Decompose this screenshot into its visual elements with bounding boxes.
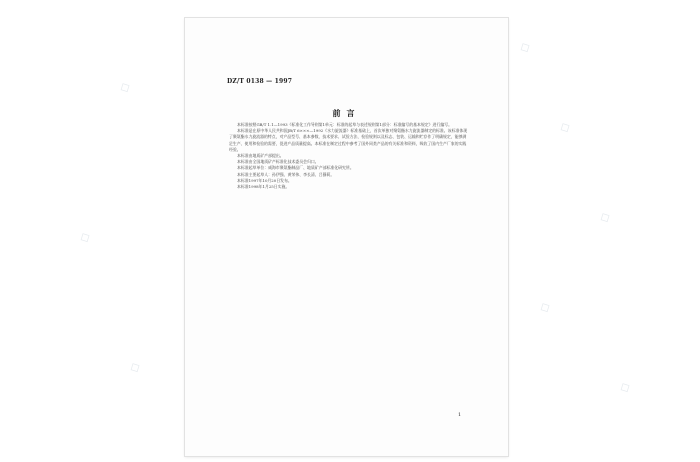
watermark-icon: ◇ [127, 358, 143, 377]
paragraph: 本标准按照GB/T 1.1—1993《标准化工作导则第1单元：标准的起草与表述规则第1部分：标准编写的基本规定》进行编写。 [237, 122, 453, 127]
paragraph: 本标准是在原中华人民共和国JB/T 6×××—1992《水力旋流器》标准基础上，首次单独对聚氨酯水力旋流器制定的标准。该标准体现了聚氨酯水力旋流器的特点，对产品型号、基本参数、技术要求、试验方法、检验规则以及标志、包装、运输和贮存作了明确规定，能够满足生产、使用和检验的需要，促进产品质量提高。本标准在制定过程中参考了国外同类产品的有关标准和资料，吸收了国内生产厂家的实践经验。 [229, 128, 468, 152]
watermark-icon: ◇ [557, 118, 573, 137]
document-page [185, 18, 508, 456]
page-number: 1 [458, 412, 462, 418]
paragraph: 本标准由地质矿产部提出。 [237, 153, 284, 159]
paragraph: 本标准主要起草人：孙伊强、黄荣伟、李长清、吕静莉。 [237, 171, 335, 177]
standard-code: DZ/T 0138 — 1997 [227, 78, 293, 85]
watermark-icon: ◇ [597, 208, 613, 227]
paragraph: 本标准起草单位：威海市聚氨酯制品厂、地质矿产部标准化研究所。 [237, 165, 354, 171]
page-title: 前言 [332, 108, 361, 118]
preface-body [229, 122, 469, 190]
watermark-icon: ◇ [117, 78, 133, 97]
watermark-icon: ◇ [617, 378, 633, 397]
watermark-icon: ◇ [537, 298, 553, 317]
watermark-icon: ◇ [77, 228, 93, 247]
paragraph: 本标准由全国地质矿产标准化技术委员会归口。 [237, 159, 319, 165]
paragraph: 本标准1997年10月20日发布。 [237, 177, 292, 183]
watermark-icon: ◇ [517, 38, 533, 57]
paragraph: 本标准1998年1月25日实施。 [237, 184, 290, 190]
